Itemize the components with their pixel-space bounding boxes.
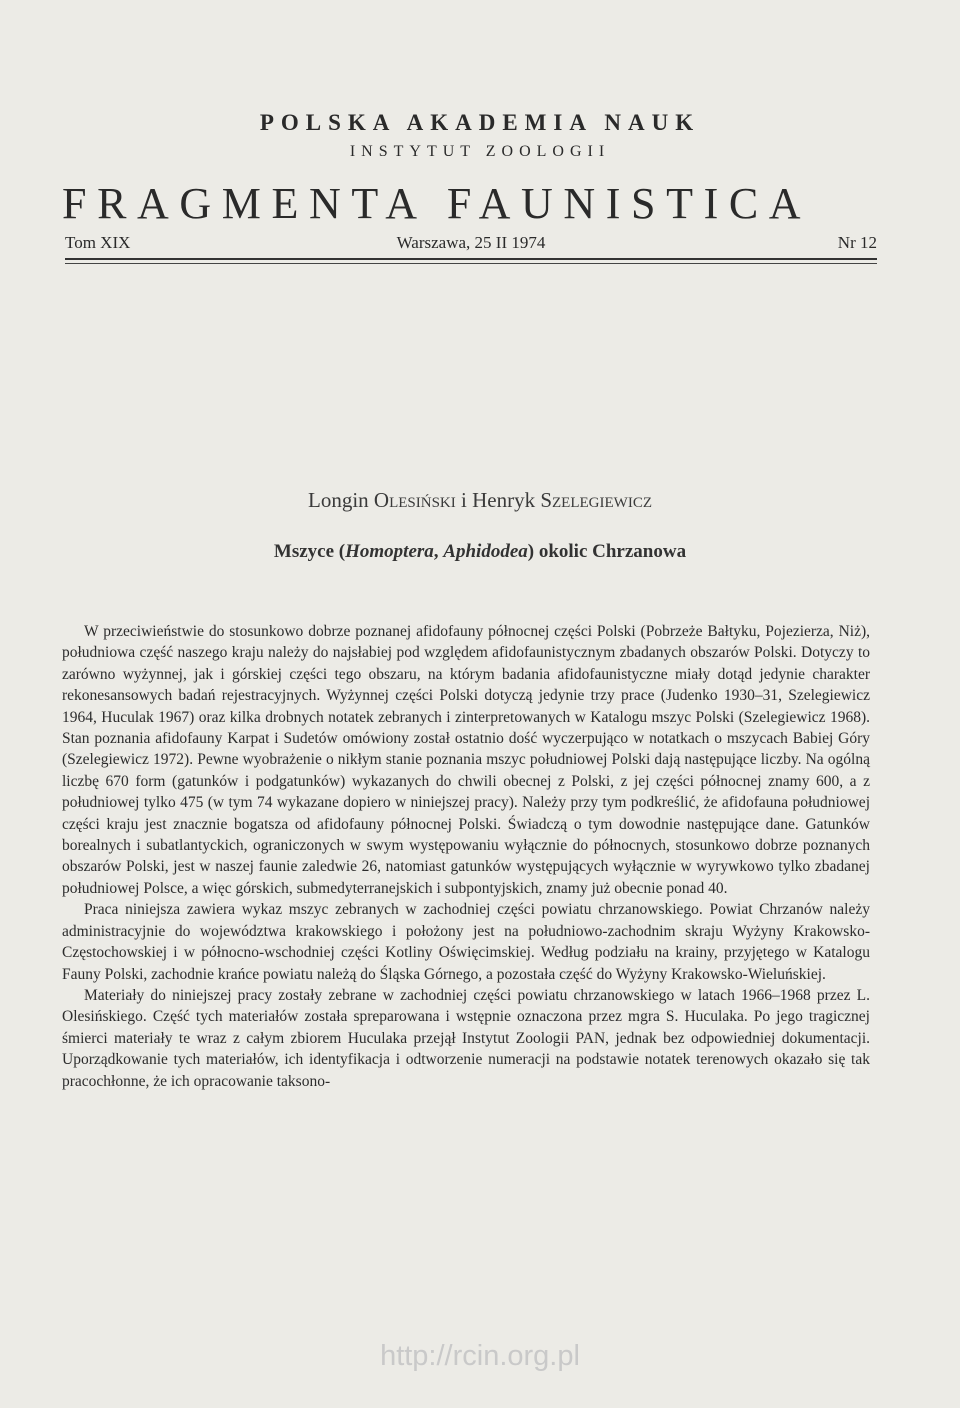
title-part2: ) okolic Chrzanowa xyxy=(527,541,687,562)
source-url-watermark: http://rcin.org.pl xyxy=(380,1340,580,1372)
author1-first-name: Longin xyxy=(308,488,369,512)
issue-meta xyxy=(65,233,877,255)
title-taxon-superfamily: Aphidodea xyxy=(443,541,528,562)
academy-name: POLSKA AKADEMIA NAUK xyxy=(259,110,701,135)
article-authors xyxy=(0,488,960,513)
paragraph-2: Praca niniejsza zawiera wykaz mszyc zebranych w zachodniej części powiatu chrzanowskiego. Powiat Chrzanów należy administracyjnie do województwa krakowskiego i położony jest na południowo-zachodnim skraju Wyżyny Krakowsko-Częstochowskiej i w północno-wschodniej części Kotliny Oświęcimskiej. Według podziału na krainy, przyjętego w Katalogu Fauny Polski, zachodnie krańce powiatu należą do Śląska Górnego, a pozostała część do Wyżyny Krakowsko-Wieluńskiej. xyxy=(62,901,870,983)
issue-number: Nr 12 xyxy=(837,233,877,252)
volume-label: Tom XIX xyxy=(65,233,131,252)
paragraph-1: W przeciwieństwie do stosunkowo dobrze poznanej afidofauny północnej części Polski (Pobrzeże Bałtyku, Pojezierza, Niż), południowa część naszego kraju należy do najsłabiej pod względem afidofaunistycznym zbadanych obszarów Polski. Dotyczy to zarówno wyżynnej, jak i górskiej części tego obszaru, na którym badania afidofaunistyczne miały dotąd jedynie charakter rekonesansowych badań rejestracyjnych. Wyżynnej części Polski dotyczą jedynie trzy prace (Judenko 1930–31, Szelegiewicz 1964, Huculak 1967) oraz kilka drobnych notatek zebranych i zinterpretowanych w Katalogu mszyc Polski (Szelegiewicz 1968). Stan poznania afidofauny Karpat i Sudetów omówiony został ostatnio dość wyczerpująco w notatkach o mszycach Babiej Góry (Szelegiewicz 1972). Pewne wyobrażenie o nikłym stanie poznania mszyc południowej Polski dają następujące liczby. Na ogólną liczbę 670 form (gatunków i podgatunków) wykazanych do chwili obecnej z Polski, z jej części północnej znamy 600, a z południowej tylko 475 (w tym 74 wykazane dopiero w niniejszej pracy). Należy przy tym podkreślić, że afidofauna południowej części kraju jest znacznie bogatsza od afidofauny północnej Polski. Świadczą o tym dowodnie następujące dane. Gatunków borealnych i subatlantyckich, ograniczonych w swym występowaniu wyłącznie do północnych, stosunkowo dobrze poznanych obszarów Polski, jest w naszej faunie zaledwie 26, natomiast gatunków występujących wyłącznie w wyrywkowo tylko zbadanej południowej Polsce, a więc górskich, submedyterranejskich i subpontyjskich, znamy już obecnie ponad 40. xyxy=(62,623,870,897)
author2-last-name: Szelegiewicz xyxy=(540,488,652,512)
journal-title: FRAGMENTA FAUNISTICA xyxy=(62,179,812,228)
article-body xyxy=(62,621,870,1092)
issue-date: Warszawa, 25 II 1974 xyxy=(396,233,546,252)
institute-name: INSTYTUT ZOOLOGII xyxy=(349,143,611,160)
author2-first-name: Henryk xyxy=(472,488,536,512)
header-rule-thick xyxy=(65,258,877,260)
title-taxon-order: Homoptera xyxy=(345,541,434,562)
paragraph-3: Materiały do niniejszej pracy zostały zebrane w zachodniej części powiatu chrzanowskiego w latach 1966–1968 przez L. Olesińskiego. Część tych materiałów została spreparowana i wstępnie oznaczona przez mgra S. Huculaka. Po jego tragicznej śmierci materiały te wraz z całym zbiorem Huculaka przejął Instytut Zoologii PAN, jednak bez odpowiedniej dokumentacji. Uporządkowanie tych materiałów, ich identyfikacja i odtworzenie numeracji na podstawie notatek terenowych okazało się tak pracochłonne, że ich opracowanie taksono- xyxy=(62,986,870,1090)
author1-last-name: Olesiński xyxy=(373,488,456,512)
title-part1: Mszyce ( xyxy=(273,541,346,562)
article-title xyxy=(0,541,960,563)
author-conjunction: i xyxy=(461,488,467,512)
header-rule-thin xyxy=(65,263,877,264)
title-separator: , xyxy=(433,541,444,562)
